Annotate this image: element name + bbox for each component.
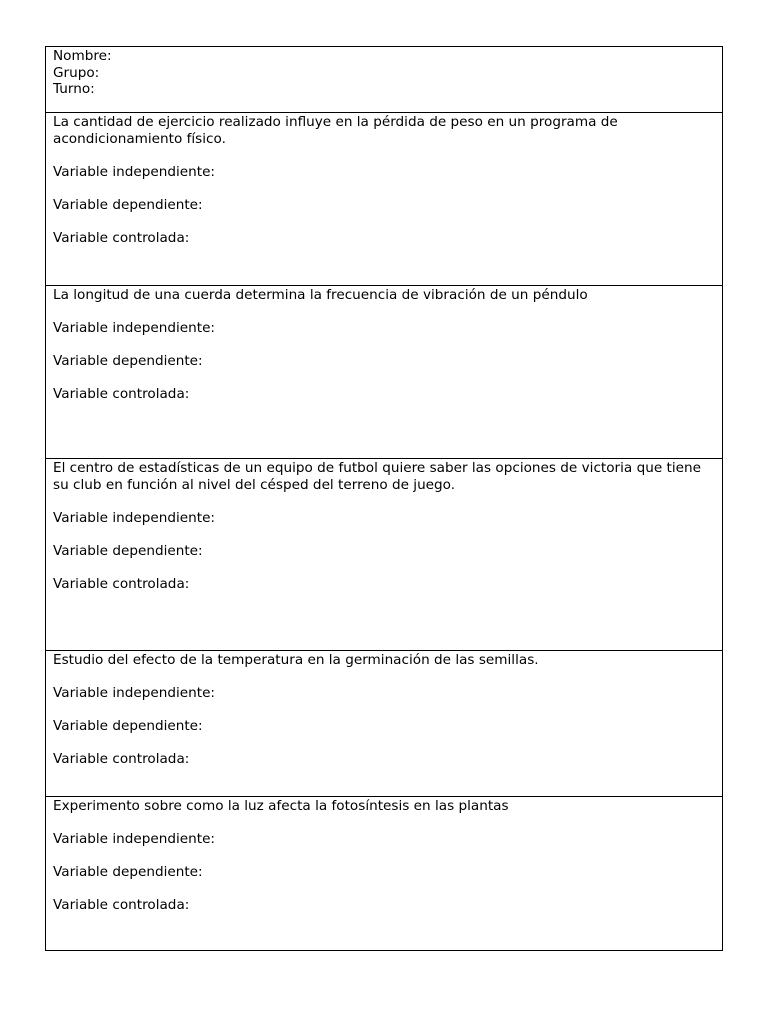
experiment-3-dependent-variable: Variable dependiente: bbox=[53, 542, 203, 559]
experiment-cell-5 bbox=[46, 796, 722, 950]
shift-label: Turno: bbox=[53, 81, 95, 97]
experiment-2-statement: La longitud de una cuerda determina la frecuencia de vibración de un péndulo bbox=[53, 287, 588, 303]
worksheet-table bbox=[45, 46, 723, 951]
experiment-3-statement-line-1: El centro de estadísticas de un equipo de futbol quiere saber las opciones de victoria que tiene bbox=[53, 460, 701, 476]
experiment-5-independent-variable: Variable independiente: bbox=[53, 831, 216, 847]
experiment-4-independent-variable: Variable independiente: bbox=[53, 685, 216, 701]
experiment-4-statement: Estudio del efecto de la temperatura en la germinación de las semillas. bbox=[53, 652, 539, 668]
experiment-4-dependent-variable: Variable dependiente: bbox=[53, 718, 203, 734]
experiment-5-controlled-variable: Variable controlada: bbox=[53, 897, 190, 913]
experiment-5-dependent-variable: Variable dependiente: bbox=[53, 864, 203, 880]
experiment-1-independent-variable: Variable independiente: bbox=[53, 163, 216, 180]
experiment-5-statement: Experimento sobre como la luz afecta la fotosíntesis en las plantas bbox=[53, 798, 509, 814]
experiment-2-independent-variable: Variable independiente: bbox=[53, 320, 216, 336]
experiment-4-controlled-variable: Variable controlada: bbox=[53, 751, 190, 767]
experiment-3-statement-line-2: su club en función al nivel del césped del terreno de juego. bbox=[53, 476, 456, 493]
experiment-3-controlled-variable: Variable controlada: bbox=[53, 575, 190, 592]
experiment-1-dependent-variable: Variable dependiente: bbox=[53, 196, 203, 213]
group-label: Grupo: bbox=[53, 64, 100, 81]
experiment-1-statement-line-2: acondicionamiento físico. bbox=[53, 130, 226, 147]
experiment-cell-1 bbox=[46, 112, 722, 285]
experiment-cell-2 bbox=[46, 285, 722, 458]
experiment-2-dependent-variable: Variable dependiente: bbox=[53, 353, 203, 369]
experiment-1-statement-line-1: La cantidad de ejercicio realizado influye en la pérdida de peso en un programa de bbox=[53, 114, 618, 130]
experiment-cell-4 bbox=[46, 650, 722, 796]
experiment-1-controlled-variable: Variable controlada: bbox=[53, 229, 190, 246]
experiment-3-independent-variable: Variable independiente: bbox=[53, 509, 216, 526]
experiment-2-controlled-variable: Variable controlada: bbox=[53, 386, 190, 402]
student-info-cell bbox=[46, 47, 722, 112]
name-label: Nombre: bbox=[53, 48, 112, 64]
experiment-cell-3 bbox=[46, 458, 722, 650]
